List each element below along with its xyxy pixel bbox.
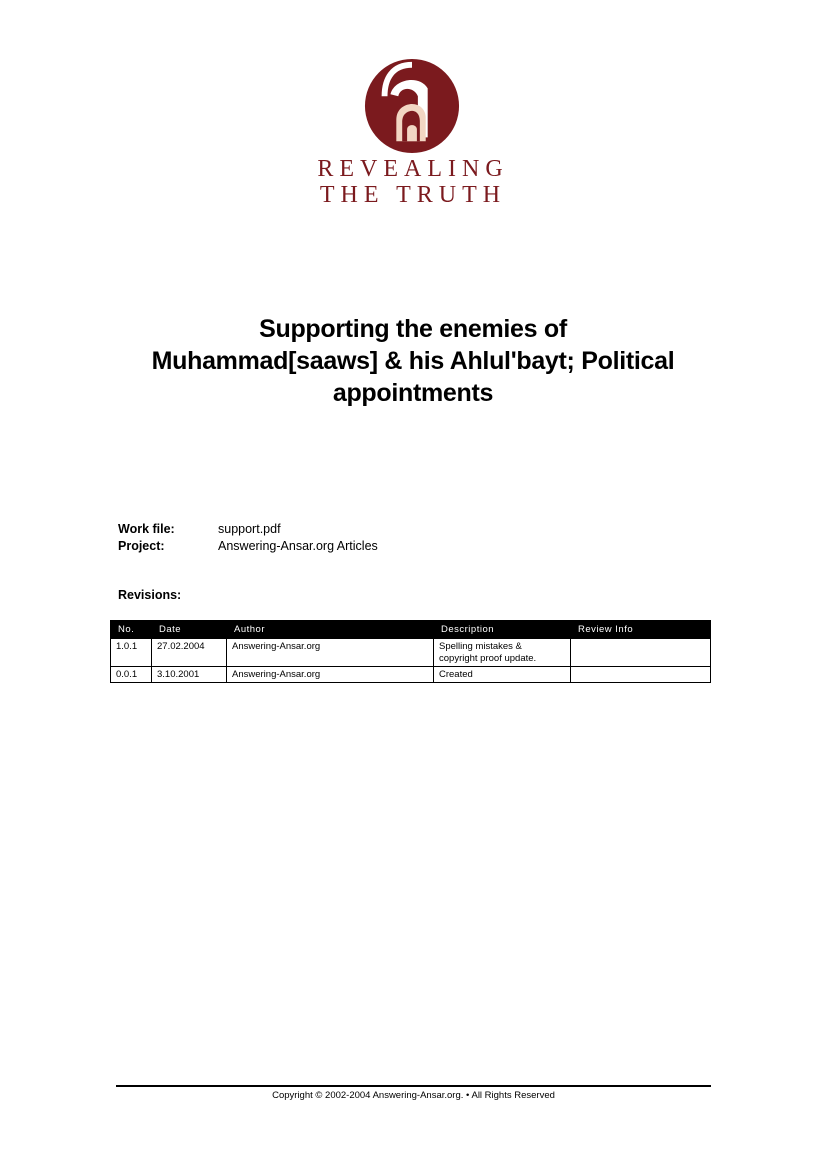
table-row	[111, 667, 711, 683]
title-line-1: Supporting the enemies of	[259, 315, 567, 343]
logo-text-line-2: THE TRUTH	[319, 182, 507, 208]
header-date: Date	[152, 621, 227, 639]
cell-description: Created	[434, 667, 571, 683]
cell-review-info	[571, 667, 711, 683]
footer-divider	[116, 1085, 711, 1087]
cell-review-info	[571, 639, 711, 667]
cell-description	[434, 639, 571, 667]
description-line-2: copyright proof update.	[439, 653, 537, 664]
title-line-3: appointments	[332, 379, 494, 407]
project-label: Project:	[118, 539, 165, 553]
work-file-value: support.pdf	[218, 522, 281, 536]
project-value: Answering-Ansar.org Articles	[218, 539, 378, 553]
description-line-1: Spelling mistakes &	[439, 641, 522, 652]
header-description: Description	[434, 621, 571, 639]
table-header-row	[111, 621, 711, 639]
revealing-the-truth-logo	[363, 57, 461, 155]
work-file-label: Work file:	[118, 522, 175, 536]
header-review-info: Review Info	[571, 621, 711, 639]
cell-author: Answering-Ansar.org	[227, 639, 434, 667]
table-row	[111, 639, 711, 667]
cell-date: 3.10.2001	[152, 667, 227, 683]
work-file-row	[118, 521, 378, 538]
cell-date: 27.02.2004	[152, 639, 227, 667]
revisions-table	[110, 620, 711, 683]
cell-author: Answering-Ansar.org	[227, 667, 434, 683]
document-title	[100, 313, 726, 409]
title-line-2: Muhammad[saaws] & his Ahlul'bayt; Political	[151, 347, 675, 375]
document-meta	[118, 521, 378, 555]
revisions-heading: Revisions:	[118, 588, 182, 602]
footer-copyright: Copyright © 2002-2004 Answering-Ansar.org. • All Rights Reserved	[272, 1090, 555, 1101]
cell-no: 1.0.1	[111, 639, 152, 667]
project-row	[118, 538, 378, 555]
logo-text-line-1: REVEALING	[317, 156, 509, 182]
header-author: Author	[227, 621, 434, 639]
header-no: No.	[111, 621, 152, 639]
cell-no: 0.0.1	[111, 667, 152, 683]
